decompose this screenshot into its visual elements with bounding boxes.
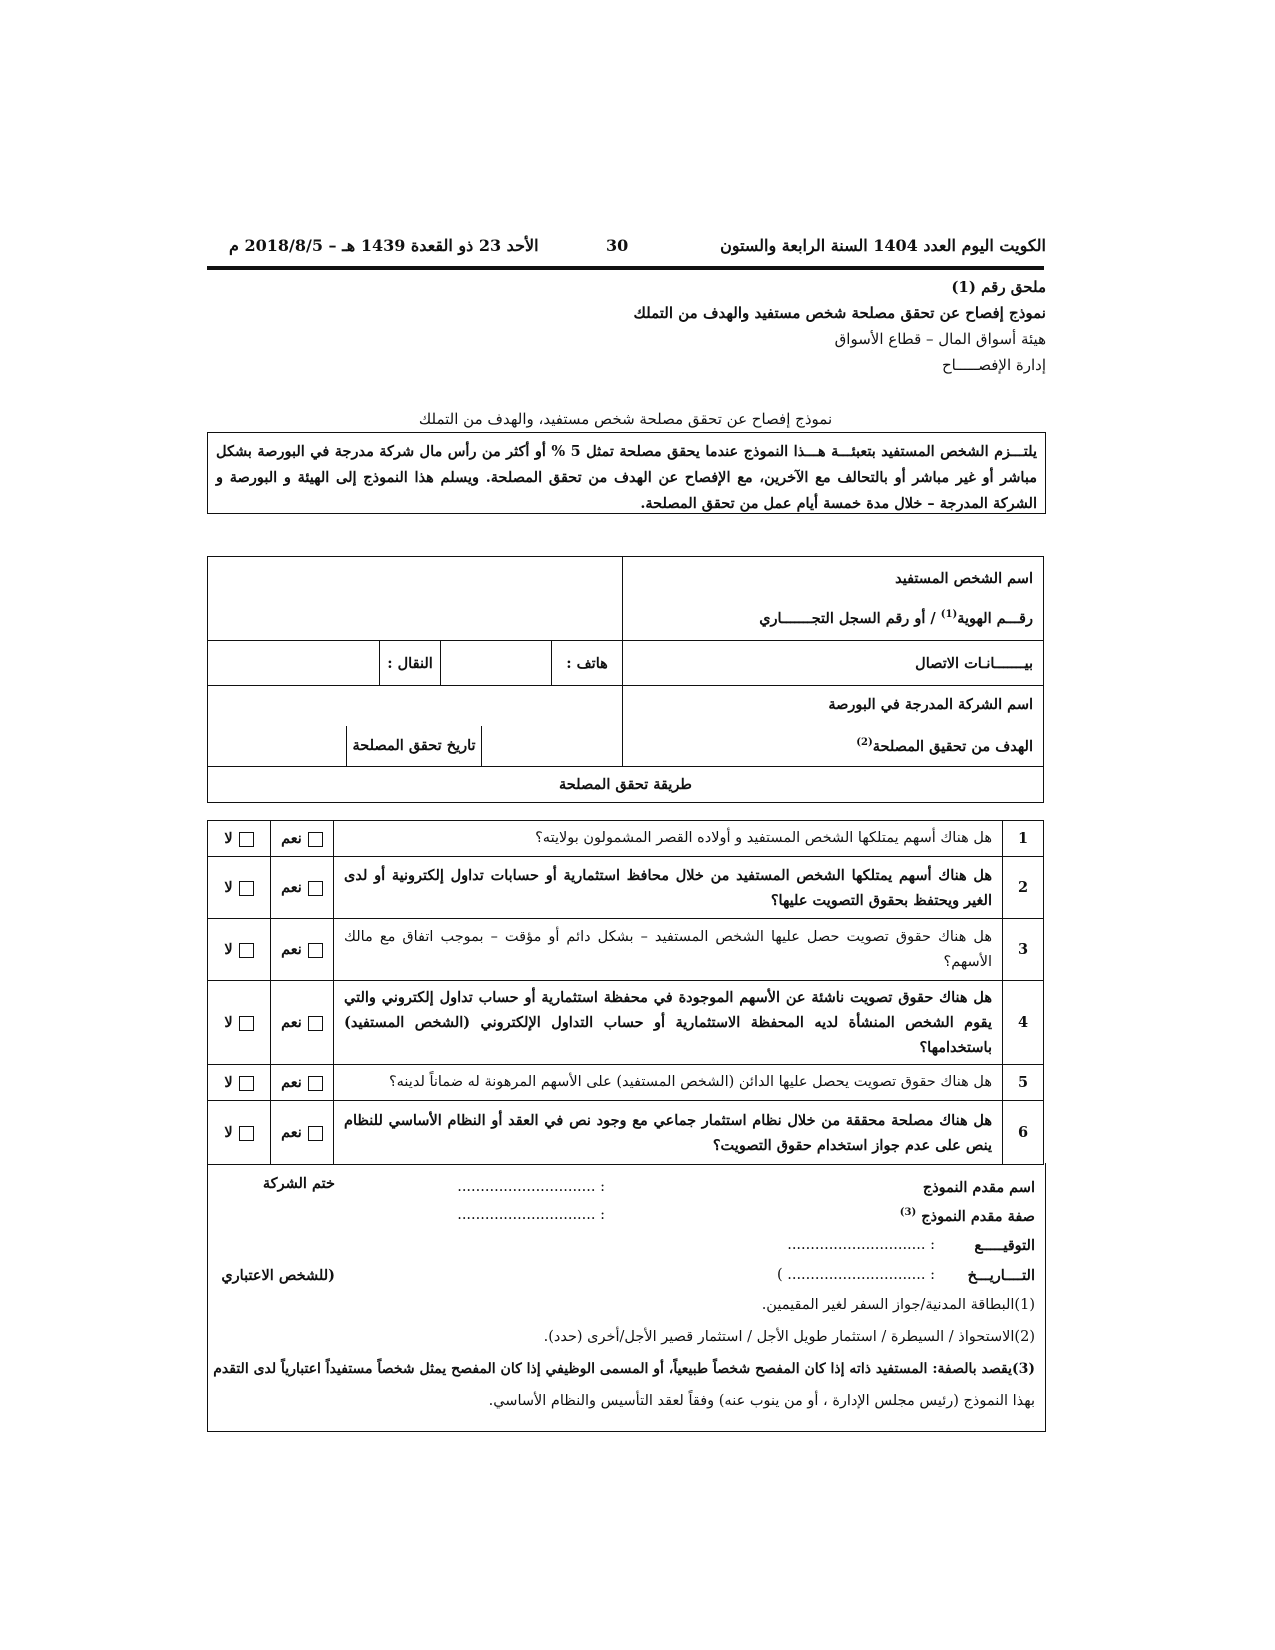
question-text: هل هناك حقوق تصويت حصل عليها الشخص المستفيد – بشكل دائم أو مؤقت – بموجب اتفاق مع مالك الأسهم؟ [334, 919, 1003, 981]
department-name: إدارة الإفصـــــاح [941, 356, 1046, 374]
no-checkbox[interactable] [239, 1016, 254, 1031]
yes-option[interactable]: نعم [271, 857, 334, 919]
id-number-label: رقـــم الهوية$^{(1)}$ / أو رقم السجل التجـــــــاري [759, 608, 1033, 627]
form-title: نموذج إفصاح عن تحقق مصلحة شخص مستفيد، والهدف من التملك [418, 410, 833, 428]
beneficiary-info-table [207, 556, 1044, 803]
no-checkbox[interactable] [239, 1076, 254, 1091]
interest-date-field[interactable] [208, 726, 346, 766]
date-field[interactable]: : .............................. ) [776, 1267, 935, 1283]
phone-label: هاتف : [551, 641, 622, 685]
company-value-cell[interactable] [208, 686, 623, 767]
yes-checkbox[interactable] [308, 1076, 323, 1091]
legal-person-label: (للشخص الاعتباري [221, 1267, 335, 1284]
beneficiary-value-cell[interactable] [208, 557, 623, 641]
contact-label: بيـــــــانـات الاتصال [623, 641, 1044, 686]
questions-table [207, 820, 1044, 1165]
question-number: 5 [1003, 1065, 1044, 1101]
appendix-number: ملحق رقم (1) [951, 278, 1046, 296]
beneficiary-name-label: اسم الشخص المستفيد [895, 569, 1033, 587]
question-text: هل هناك مصلحة محققة من خلال نظام استثمار جماعي مع وجود نص في العقد أو النظام الأساسي للنظام ينص على عدم جواز استخدام حقوق التصويت؟ [334, 1101, 1003, 1165]
company-label-cell [623, 686, 1044, 767]
question-row [208, 919, 1044, 981]
date-label: التــــاريـــخ [967, 1267, 1035, 1284]
yes-checkbox[interactable] [308, 1126, 323, 1141]
question-row [208, 857, 1044, 919]
question-row [208, 821, 1044, 857]
question-number: 3 [1003, 919, 1044, 981]
purpose-label: الهدف من تحقيق المصلحة$^{(2)}$ [856, 737, 1033, 755]
authority-name: هيئة أسواق المال – قطاع الأسواق [834, 330, 1046, 348]
beneficiary-label-cell [623, 557, 1044, 641]
submitter-capacity-label: صفة مقدم النموذج $^{(3)}$ [899, 1207, 1035, 1225]
yes-checkbox[interactable] [308, 943, 323, 958]
gazette-issue: الكويت اليوم العدد 1404 السنة الرابعة والستون [720, 236, 1046, 255]
no-option[interactable]: لا [208, 857, 271, 919]
signature-label: التوقيـــــع [974, 1237, 1035, 1254]
question-text: هل هناك أسهم يمتلكها الشخص المستفيد و أولاده القصر المشمولون بولايته؟ [334, 821, 1003, 857]
no-option[interactable]: لا [208, 1101, 271, 1165]
no-option[interactable]: لا [208, 821, 271, 857]
mobile-label: النقال : [379, 641, 440, 685]
submitter-capacity-field[interactable]: : .............................. [457, 1207, 605, 1223]
header-rule [207, 266, 1044, 270]
question-text: هل هناك حقوق تصويت ناشئة عن الأسهم الموجودة في محفظة استثمارية أو حساب تداول إلكتروني والتي يقوم الشخص المنشأة لديه المحفظة الاستثمارية أو حساب التداول الإلكتروني (الشخص المستفيد) باستخدامها؟ [334, 981, 1003, 1065]
footnote-2: (2)الاستحواذ / السيطرة / استثمار طويل الأجل / استثمار قصير الأجل/أخرى (حدد). [543, 1329, 1035, 1345]
question-number: 2 [1003, 857, 1044, 919]
notice-box: يلتـــزم الشخص المستفيد بتعبئـــة هـــذا النموذج عندما يحقق مصلحة تمثل 5 % أو أكثر من رأس مال شركة مدرجة في البورصة بشكل مباشر أو غير مباشر أو بالتحالف مع الآخرين، مع الإفصاح عن الهدف من تحقق المصلحة. ويسلم هذا النموذج إلى الهيئة و البورصة و الشركة المدرجة – خلال مدة خمسة أيام عمل من تحقق المصلحة. [207, 432, 1046, 514]
yes-checkbox[interactable] [308, 881, 323, 896]
footnote-3-continued: بهذا النموذج (رئيس مجلس الإدارة ، أو من ينوب عنه) وفقاً لعقد التأسيس والنظام الأساسي. [488, 1393, 1035, 1409]
question-row [208, 981, 1044, 1065]
question-row [208, 1065, 1044, 1101]
yes-checkbox[interactable] [308, 1016, 323, 1031]
question-number: 6 [1003, 1101, 1044, 1165]
question-text: هل هناك حقوق تصويت يحصل عليها الدائن (الشخص المستفيد) على الأسهم المرهونة له ضماناً لدينه؟ [334, 1065, 1003, 1101]
yes-option[interactable]: نعم [271, 1101, 334, 1165]
question-text: هل هناك أسهم يمتلكها الشخص المستفيد من خلال محافظ استثمارية أو حسابات تداول إلكترونية أو لدى الغير ويحتفظ بحقوق التصويت عليها؟ [334, 857, 1003, 919]
yes-option[interactable]: نعم [271, 821, 334, 857]
no-option[interactable]: لا [208, 919, 271, 981]
question-number: 1 [1003, 821, 1044, 857]
page-number: 30 [606, 236, 629, 255]
yes-option[interactable]: نعم [271, 919, 334, 981]
submitter-name-label: اسم مقدم النموذج [922, 1179, 1035, 1196]
no-option[interactable]: لا [208, 981, 271, 1065]
question-number: 4 [1003, 981, 1044, 1065]
company-stamp-label: ختم الشركة [262, 1175, 335, 1192]
submitter-name-field[interactable]: : .............................. [457, 1179, 605, 1195]
no-option[interactable]: لا [208, 1065, 271, 1101]
footnote-3: (3)يقصد بالصفة: المستفيد ذاته إذا كان المفصح شخصاً طبيعياً، أو المسمى الوظيفي إذا كان المفصح يمثل شخصاً مستفيداً اعتبارياً لدى التقدم [213, 1361, 1035, 1377]
yes-checkbox[interactable] [308, 832, 323, 847]
method-label: طريقة تحقق المصلحة [208, 766, 1044, 802]
purpose-field[interactable] [482, 726, 622, 766]
mobile-field[interactable] [208, 641, 379, 685]
phone-field[interactable] [440, 641, 551, 685]
no-checkbox[interactable] [239, 1126, 254, 1141]
listed-company-label: اسم الشركة المدرجة في البورصة [828, 696, 1033, 713]
signature-block [207, 1163, 1046, 1432]
footnote-1: (1)البطاقة المدنية/جواز السفر لغير المقيمين. [761, 1297, 1035, 1313]
gazette-date: الأحد 23 ذو القعدة 1439 هـ – 2018/8/5 م [229, 236, 539, 255]
signature-field[interactable]: : .............................. [787, 1237, 935, 1253]
yes-option[interactable]: نعم [271, 1065, 334, 1101]
yes-option[interactable]: نعم [271, 981, 334, 1065]
interest-date-label: تاريخ تحقق المصلحة [346, 726, 482, 766]
no-checkbox[interactable] [239, 943, 254, 958]
contact-value-cell[interactable] [208, 641, 623, 686]
question-row [208, 1101, 1044, 1165]
form-name: نموذج إفصاح عن تحقق مصلحة شخص مستفيد والهدف من التملك [633, 304, 1046, 322]
no-checkbox[interactable] [239, 832, 254, 847]
no-checkbox[interactable] [239, 881, 254, 896]
